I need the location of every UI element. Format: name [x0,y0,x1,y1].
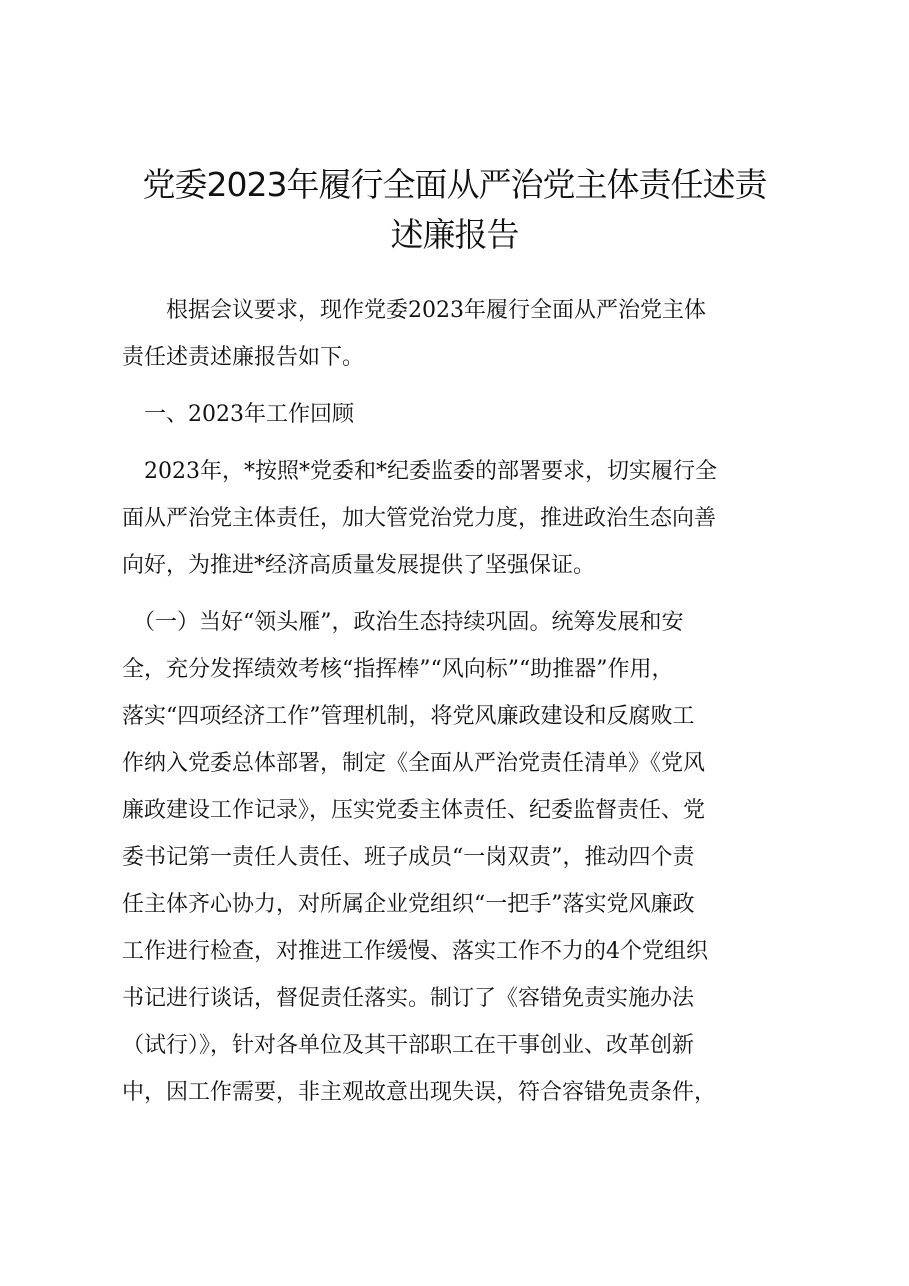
paragraph-line: 作纳入党委总体部署，制定《全面从严治党责任清单》《党风 [122,751,706,776]
paragraph-line: 根据会议要求，现作党委2023年履行全面从严治党主体 [122,298,706,323]
paragraph-section-one [122,599,798,1116]
paragraph-line: 2023年，*按照*党委和*纪委监委的部署要求，切实履行全 [122,459,717,484]
paragraph-line: 委书记第一责任人责任、班子成员“一岗双责”，推动四个责 [122,845,695,870]
paragraph-review [122,448,798,589]
paragraph-line: 书记进行谈话，督促责任落实。制订了《容错免责实施办法 [122,986,695,1011]
paragraph-line: 工作进行检查，对推进工作缓慢、落实工作不力的4个党组织 [122,939,708,964]
paragraph-intro [122,287,798,381]
heading-line: 一、2023年工作回顾 [122,402,354,427]
paragraph-line: 落实“四项经济工作”管理机制，将党风廉政建设和反腐败工 [122,704,695,729]
paragraph-line: 廉政建设工作记录》，压实党委主体责任、纪委监督责任、党 [122,798,706,823]
section-heading [122,391,798,438]
paragraph-line: 中，因工作需要，非主观故意出现失误，符合容错免责条件， [122,1080,717,1105]
document-title [100,160,809,260]
title-line-1: 党委2023年履行全面从严治党主体责任述责 [142,165,767,204]
paragraph-line: （试行）》，针对各单位及其干部职工在干事创业、改革创新 [122,1033,695,1058]
paragraph-line: 面从严治党主体责任，加大管党治党力度，推进政治生态向善 [122,506,717,531]
paragraph-line: 全，充分发挥绩效考核“指挥棒”“风向标”“助推器”作用， [122,657,674,682]
paragraph-line: 责任述责述廉报告如下。 [122,345,365,370]
paragraph-line: 向好，为推进*经济高质量发展提供了坚强保证。 [122,553,596,578]
document-body [122,287,798,1116]
paragraph-line: （一）当好“领头雁”，政治生态持续巩固。统筹发展和安 [122,610,684,635]
paragraph-line: 任主体齐心协力，对所属企业党组织“一把手”落实党风廉政 [122,892,695,917]
title-line-2: 述廉报告 [390,215,519,254]
